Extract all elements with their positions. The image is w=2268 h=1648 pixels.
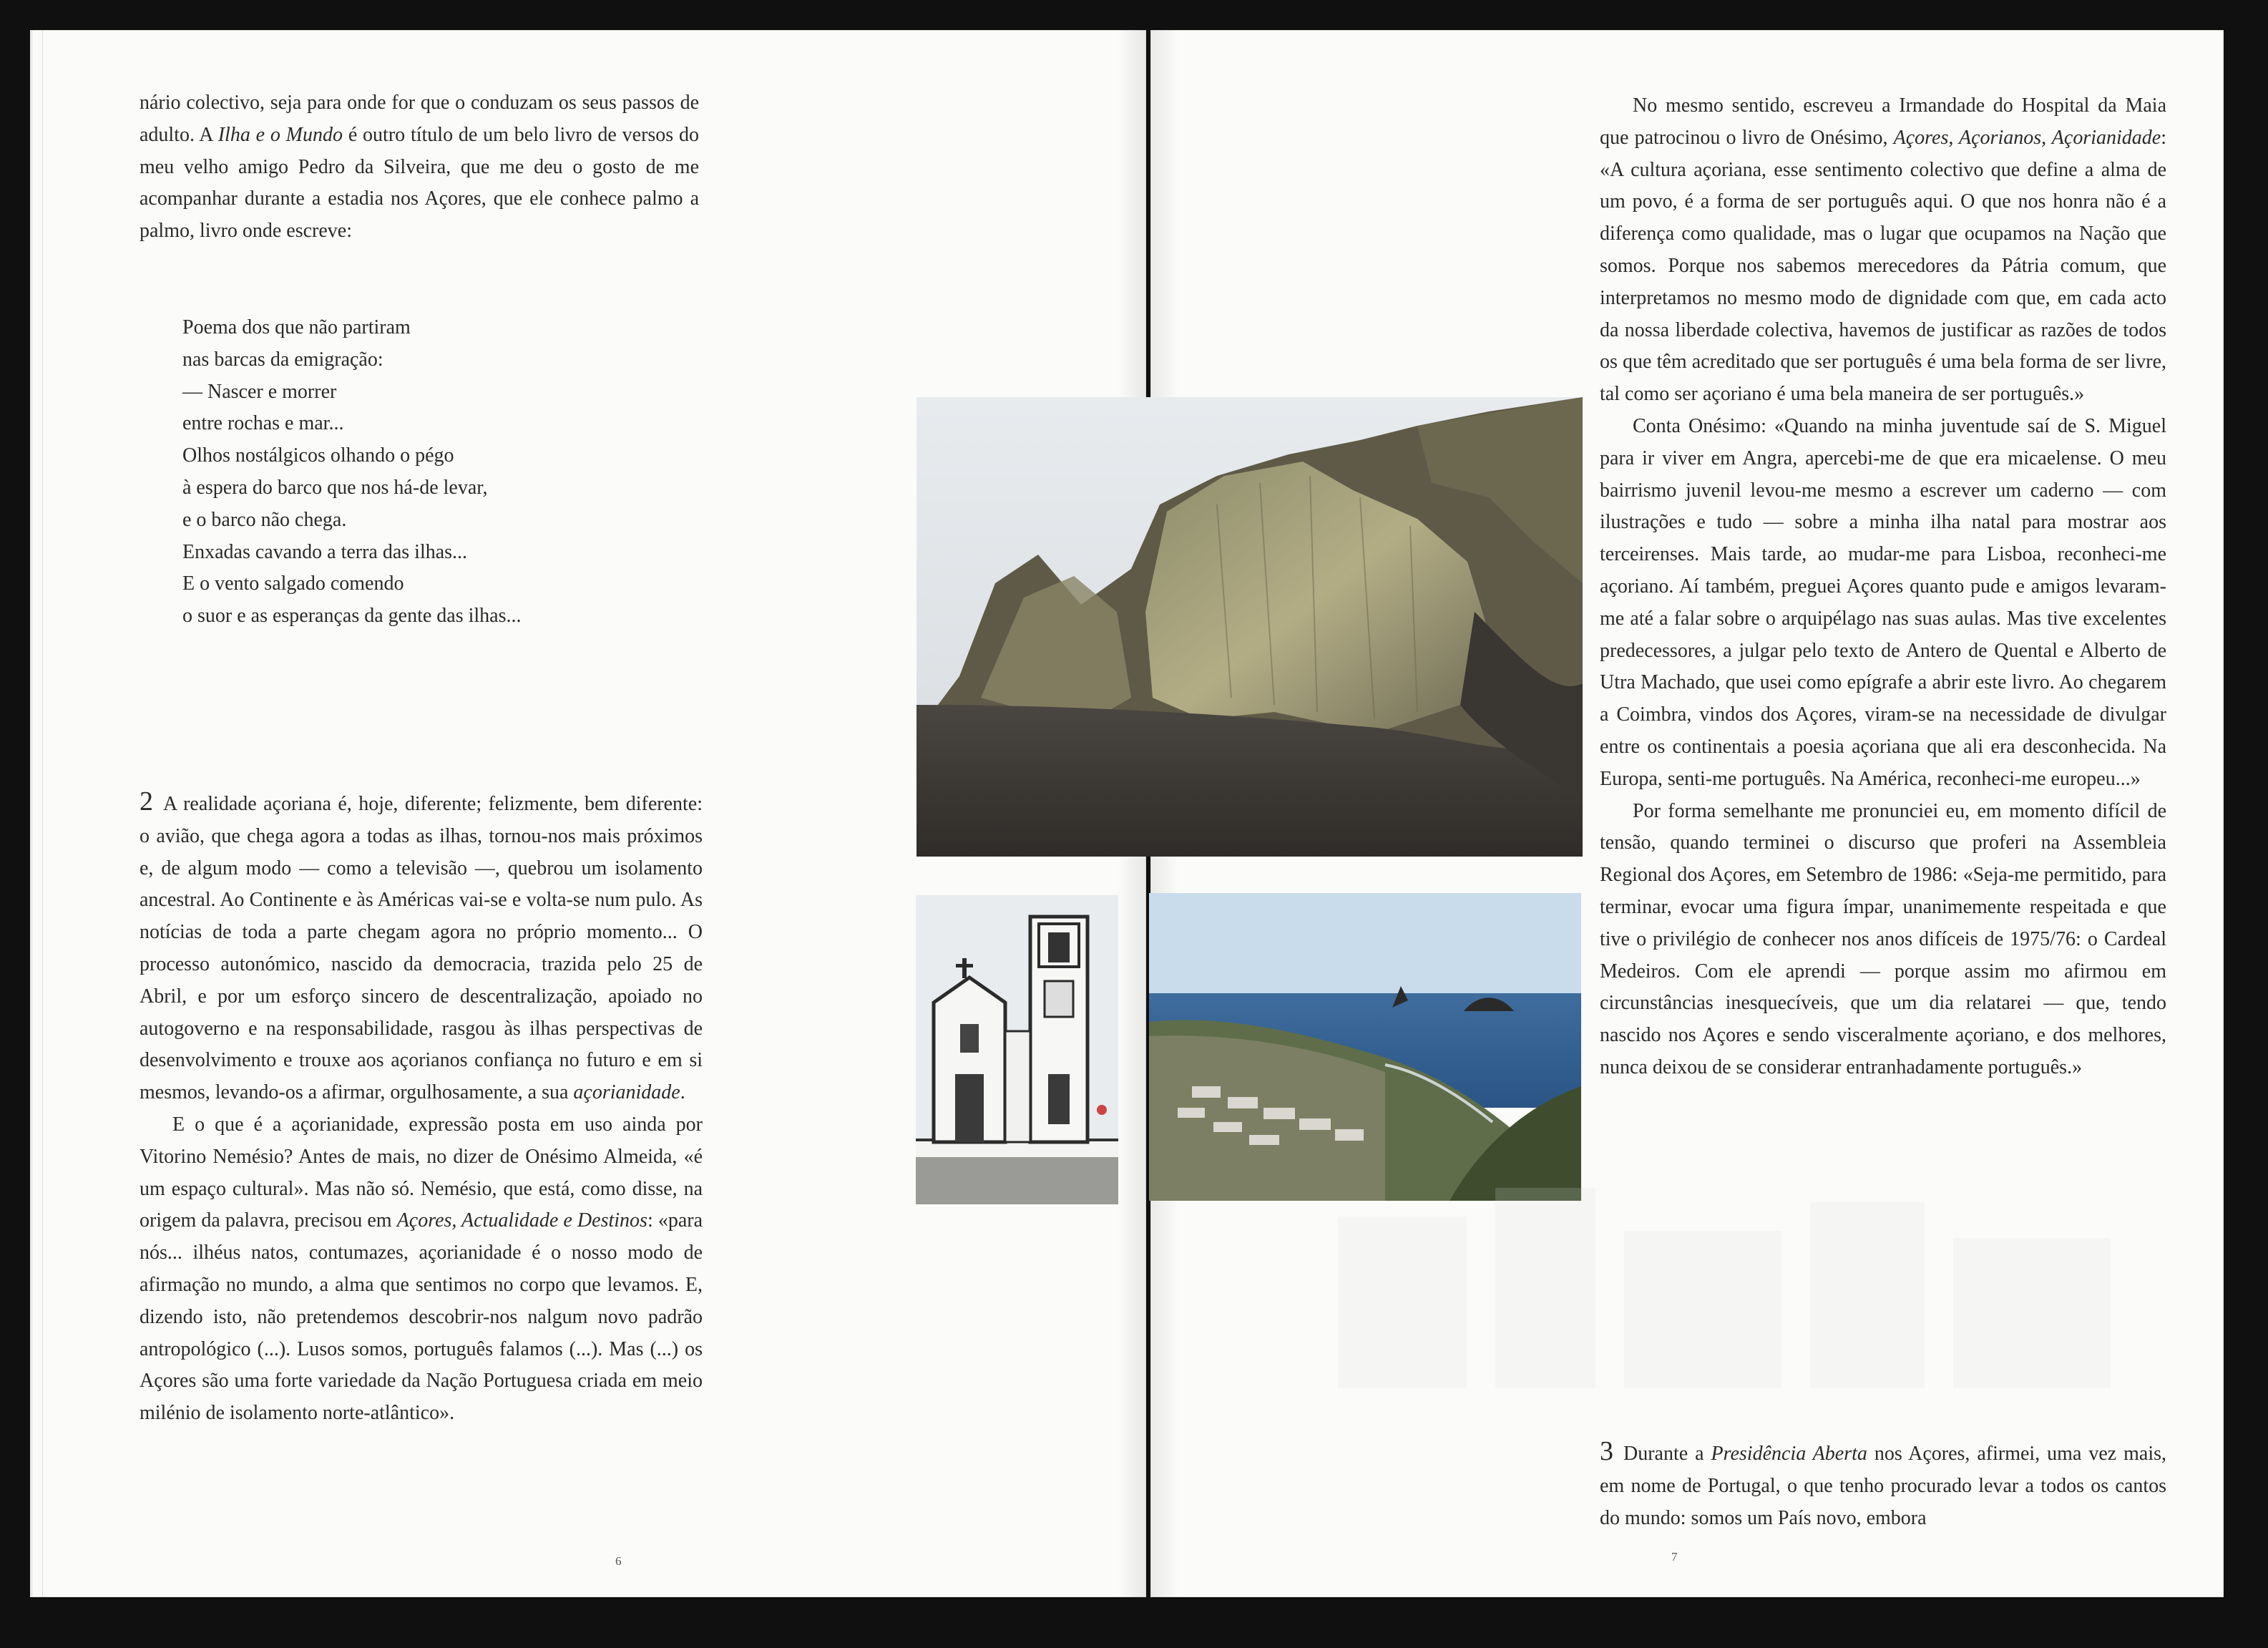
- section-3: [1600, 1435, 2166, 1534]
- poem-line: o suor e as esperanças da gente das ilhas...: [182, 605, 522, 628]
- book-title-acores-acorianos: Açores, Açorianos, Açorianidade: [1893, 126, 2161, 149]
- right-main-text: [1600, 90, 2166, 1084]
- poem-line: e o barco não chega.: [182, 508, 347, 531]
- poem-line: Olhos nostálgicos olhando o pégo: [182, 444, 454, 467]
- emphasis-presidencia-aberta: Presidência Aberta: [1711, 1443, 1867, 1465]
- text-run: Durante a: [1623, 1443, 1711, 1465]
- watermark-silhouette: [1338, 1174, 2111, 1388]
- poem-line: Poema dos que não partiram: [182, 316, 411, 338]
- text-run: nos Açores, afirmei, uma vez mais, em nome de Portugal, o que tenho procurado levar a todos os cantos do mundo: somos um País novo, embora: [1600, 1443, 2167, 1529]
- page-edges: [31, 30, 43, 1597]
- text-run: A realidade açoriana é, hoje, diferente; felizmente, bem diferente: o avião, que chega agora a todas as ilhas, tornou-nos mais próximos e, de algum modo — como a televisão —, quebrou um isolamento ancestral. Ao Continente e às Américas vai-se e volta-se num pulo. As notícias de toda a parte chegam agora no próprio momento... O processo autonómico, nascido da democracia, trazida pelo 25 de Abril, e por um esforço sincero de descentralização, apoiado no autogoverno e na responsabilidade, rasgou às ilhas perspectivas de desenvolvimento e trouxe aos açorianos confiança no futuro e em si mesmos, levando-os a afirmar, orgulhosamente, a sua: [140, 793, 703, 1104]
- text-run: : «A cultura açoriana, esse sentimento colectivo que define a alma de um povo, é a forma de ser português aqui. O que nos honra não é a diferença como qualidade, mas o lugar que ocupamos na Nação que somos. Porque nos sabemos merecedores da Pátria comum, que interpretamos no mesmo modo de dignidade com que, em cada acto da nossa liberdade colectiva, havemos de justificar as razões de todos os que têm acreditado que ser português é uma bela forma de ser livre, tal como ser açoriano é uma bela maneira de ser português.»: [1600, 126, 2166, 406]
- text-run: é outro título de um belo livro de versos do meu velho amigo Pedro da Silveira, que me deu o gosto de me acompanhar durante a estadia nos Açores, que ele conhece palmo a palmo, livro onde escreve:: [140, 123, 699, 243]
- poem-line: Enxadas cavando a terra das ilhas...: [182, 540, 468, 563]
- poem-line: à espera do barco que nos há-de levar,: [182, 476, 488, 499]
- photo-volcanic-cliff: [917, 397, 1583, 857]
- paragraph-forma-semelhante: Por forma semelhante me pronunciei eu, em momento difícil de tensão, quando terminei o discurso que proferi na Assembleia Regional dos Açores, em Setembro de 1986: «Seja-me permitido, para terminar, evocar uma figura ímpar, unanimemente respeitada e que tive o privilégio de conhecer nos anos difíceis de 1975/76: o Cardeal Medeiros. Com ele aprendi — porque assim mo afirmou em circunstâncias inesquecíveis, que um dia relatarei — que, tendo nascido nos Açores e sendo visceralmente açoriano, e dos melhores, nunca deixou de se considerar entranhadamente português.»: [1600, 799, 2166, 1078]
- text-run: No mesmo sentido, escreveu a Irmandade do Hospital da Maia que patrocinou o livro de Onésimo,: [1600, 94, 2166, 149]
- section-number: 3: [1600, 1436, 1613, 1466]
- text-run: E o que é a açorianidade, expressão posta em uso ainda por Vitorino Nemésio? Antes de mais, no dizer de Onésimo Almeida, «é um espaço cultural». Mas não só. Nemésio, que está, como disse, na origem da palavra, precisou em: [140, 1113, 703, 1232]
- section-2: [140, 786, 703, 1430]
- book-title-acores-actualidade: Açores, Actualidade e Destinos: [396, 1209, 647, 1232]
- poem-line: — Nascer e morrer: [182, 380, 337, 403]
- photo-coastal-village: [1149, 893, 1581, 1201]
- text-run: : «para nós... ilhéus natos, contumazes, açorianidade é o nosso modo de afirmação no mundo, a alma que sentimos no corpo que levamos. E, dizendo isto, não pretendemos descobrir-nos nalgum novo padrão antropológico (...). Lusos somos, português falamos (...). Mas (...) os Açores são uma forte variedade da Nação Portuguesa criada em meio milénio de isolamento norte-atlântico».: [140, 1209, 703, 1425]
- photo-church: [916, 895, 1118, 1204]
- poem-line: E o vento salgado comendo: [182, 572, 404, 595]
- poem-line: nas barcas da emigração:: [182, 348, 383, 371]
- emphasis-acorianidade: açorianidade: [573, 1081, 680, 1104]
- paragraph-conta-onesimo: Conta Onésimo: «Quando na minha juventude saí de S. Miguel para ir viver em Angra, apercebi-me de que era micaelense. O meu bairrismo juvenil levou-me mesmo a escrever um caderno — com ilustrações e tudo — sobre a minha ilha natal para mostrar aos terceirenses. Mais tarde, ao mudar-me para Lisboa, reconheci-me açoriano. Aí também, preguei Açores quanto pude e amigos levaram-me até a falar sobre o arquipélago nas suas aulas. Mas tive excelentes predecessores, a julgar pelo texto de Antero de Quental e Alberto de Utra Machado, que usei como epígrafe a abrir este livro. Ao chegarem a Coimbra, vindos dos Açores, viram-se na necessidade de divulgar entre os continentais a poesia açoriana que ali era desconhecida. Na Europa, senti-me português. Na América, reconheci-me europeu...»: [1600, 414, 2166, 790]
- section-number: 2: [140, 786, 153, 816]
- book-title-ilha-e-o-mundo: Ilha e o Mundo: [217, 123, 343, 146]
- church-image: [916, 895, 1118, 1204]
- cliff-image: [917, 397, 1583, 857]
- page-number-right: 7: [1671, 1550, 1678, 1564]
- poem: [182, 312, 683, 633]
- coast-image: [1149, 893, 1581, 1201]
- text-run: .: [680, 1081, 685, 1104]
- text-run: nário colectivo, seja para onde for que o conduzam os seus passos de adulto. A: [140, 92, 699, 146]
- left-top-paragraph: [140, 87, 699, 248]
- page-number-left: 6: [615, 1554, 622, 1568]
- poem-line: entre rochas e mar...: [182, 412, 344, 435]
